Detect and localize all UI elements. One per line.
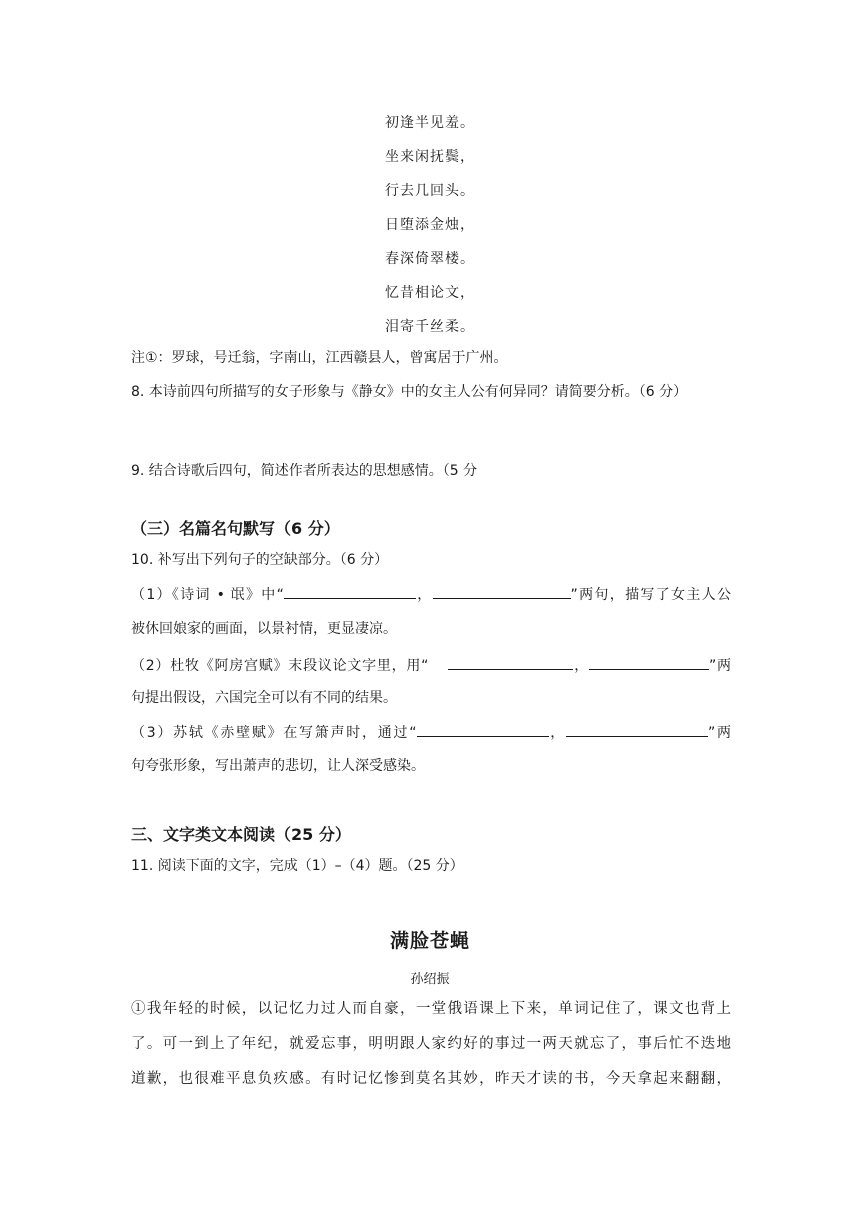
poem-line: 日堕添金烛， (385, 217, 475, 233)
question-10: 10. 补写出下列句子的空缺部分。（6 分） (131, 552, 389, 568)
article-author: 孙绍振 (410, 972, 450, 987)
section-heading: （三）名篇名句默写（6 分） (131, 519, 340, 538)
fill-item-2: （2）杜牧《阿房宫赋》末段议论文字里，用“ ， ”两 (131, 655, 731, 676)
answer-blank[interactable] (566, 722, 708, 737)
answer-blank[interactable] (284, 584, 416, 599)
poem-line: 坐来闲抚鬓， (385, 149, 475, 165)
article-paragraph-line: 了。可一到上了年纪，就爱忘事，明明跟人家约好的事过一两天就忘了，事后忙不迭地 (131, 1036, 731, 1052)
answer-blank[interactable] (417, 722, 549, 737)
poem-line: 泪寄千丝柔。 (385, 319, 475, 335)
answer-blank[interactable] (433, 584, 571, 599)
fill-item-1: （1）《诗词 • 氓》中“ ， ”两句，描写了女主人公 (131, 584, 731, 605)
answer-blank[interactable] (448, 655, 573, 670)
article-title: 满脸苍蝇 (389, 930, 470, 952)
poem-line: 初逢半见羞。 (385, 115, 475, 131)
answer-blank[interactable] (589, 655, 709, 670)
fill-item-1-cont: 被休回娘家的画面，以景衬情，更显凄凉。 (131, 621, 397, 637)
part-heading: 三、文字类文本阅读（25 分） (131, 825, 351, 844)
poem-note: 注①：罗球，号迁翁，字南山，江西赣县人，曾寓居于广州。 (131, 350, 508, 366)
question-11: 11. 阅读下面的文字，完成（1）–（4）题。（25 分） (131, 858, 464, 874)
poem-line: 忆昔相论文， (385, 285, 475, 301)
fill-item-2-cont: 句提出假设，六国完全可以有不同的结果。 (131, 690, 397, 706)
fill-item-3-cont: 句夸张形象，写出萧声的悲切，让人深受感染。 (131, 758, 425, 774)
article-paragraph-line: ①我年轻的时候，以记忆力过人而自豪，一堂俄语课上下来，单词记住了，课文也背上 (131, 1001, 731, 1017)
fill-item-3: （3）苏轼《赤壁赋》在写箫声时，通过“ ， ”两 (131, 722, 731, 743)
poem-line: 春深倚翠楼。 (385, 251, 475, 267)
article-paragraph-line: 道歉，也很难平息负疚感。有时记忆惨到莫名其妙，昨天才读的书，今天拿起来翻翻， (131, 1071, 731, 1087)
question-8: 8. 本诗前四句所描写的女子形象与《静女》中的女主人公有何异同？请简要分析。（6 分） (131, 384, 688, 400)
poem-line: 行去几回头。 (385, 183, 475, 199)
question-9: 9. 结合诗歌后四句，简述作者所表达的思想感情。（5 分 (131, 463, 478, 479)
